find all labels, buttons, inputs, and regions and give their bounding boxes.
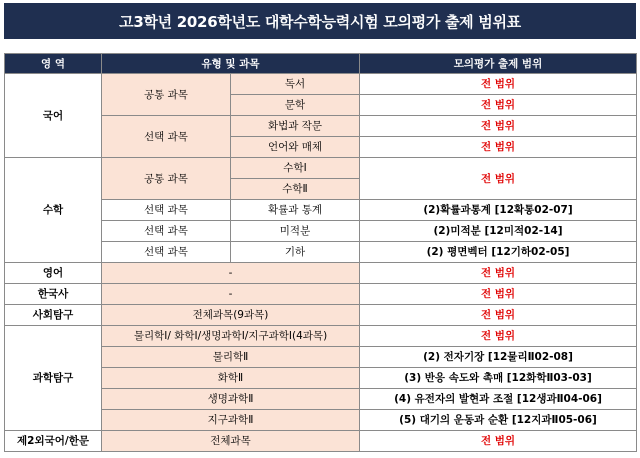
math-subject: 수학Ⅱ bbox=[231, 179, 360, 200]
table-row bbox=[5, 74, 637, 95]
area-second-language: 제2외국어/한문 bbox=[5, 431, 102, 452]
area-math: 수학 bbox=[5, 158, 102, 263]
range-cell: (2) 전자기장 [12물리Ⅱ02-08] bbox=[360, 347, 637, 368]
math-subject: 미적분 bbox=[231, 221, 360, 242]
math-common: 공통 과목 bbox=[102, 158, 231, 200]
range-cell: 전 범위 bbox=[360, 116, 637, 137]
area-korean: 국어 bbox=[5, 74, 102, 158]
math-elective-type: 선택 과목 bbox=[102, 200, 231, 221]
range-cell: (2)미적분 [12미적02-14] bbox=[360, 221, 637, 242]
korean-subject: 독서 bbox=[231, 74, 360, 95]
science-subject: 화학Ⅱ bbox=[102, 368, 360, 389]
range-cell: 전 범위 bbox=[360, 158, 637, 200]
second-language-type: 전체과목 bbox=[102, 431, 360, 452]
exam-range-table bbox=[4, 53, 637, 452]
korean-subject: 언어와 매체 bbox=[231, 137, 360, 158]
table-row bbox=[5, 431, 637, 452]
header-type: 유형 및 과목 bbox=[102, 54, 360, 74]
table-header-row bbox=[5, 54, 637, 74]
area-english: 영어 bbox=[5, 263, 102, 284]
korean-subject: 문학 bbox=[231, 95, 360, 116]
science-subject: 생명과학Ⅱ bbox=[102, 389, 360, 410]
math-elective-type: 선택 과목 bbox=[102, 242, 231, 263]
range-cell: 전 범위 bbox=[360, 137, 637, 158]
history-type: - bbox=[102, 284, 360, 305]
range-cell: 전 범위 bbox=[360, 74, 637, 95]
header-range: 모의평가 출제 범위 bbox=[360, 54, 637, 74]
range-cell: 전 범위 bbox=[360, 284, 637, 305]
range-cell: (5) 대기의 운동과 순환 [12지과Ⅱ05-06] bbox=[360, 410, 637, 431]
range-cell: 전 범위 bbox=[360, 305, 637, 326]
table-row bbox=[5, 158, 637, 179]
range-cell: 전 범위 bbox=[360, 263, 637, 284]
math-elective-type: 선택 과목 bbox=[102, 221, 231, 242]
table-row bbox=[5, 263, 637, 284]
page-title: 고3학년 2026학년도 대학수학능력시험 모의평가 출제 범위표 bbox=[4, 3, 636, 39]
science-subject: 물리학Ⅱ bbox=[102, 347, 360, 368]
range-cell: 전 범위 bbox=[360, 431, 637, 452]
english-type: - bbox=[102, 263, 360, 284]
table-row bbox=[5, 284, 637, 305]
social-type: 전체과목(9과목) bbox=[102, 305, 360, 326]
area-science: 과학탐구 bbox=[5, 326, 102, 431]
science-subject: 지구과학Ⅱ bbox=[102, 410, 360, 431]
korean-common: 공통 과목 bbox=[102, 74, 231, 116]
area-social: 사회탐구 bbox=[5, 305, 102, 326]
table-row bbox=[5, 326, 637, 347]
range-cell: 전 범위 bbox=[360, 326, 637, 347]
math-subject: 확률과 통계 bbox=[231, 200, 360, 221]
header-area: 영 역 bbox=[5, 54, 102, 74]
range-cell: 전 범위 bbox=[360, 95, 637, 116]
range-cell: (4) 유전자의 발현과 조절 [12생과Ⅱ04-06] bbox=[360, 389, 637, 410]
korean-elective: 선택 과목 bbox=[102, 116, 231, 158]
science-subject: 물리학Ⅰ/ 화학Ⅰ/생명과학Ⅰ/지구과학Ⅰ(4과목) bbox=[102, 326, 360, 347]
range-cell: (2)확률과통계 [12확통02-07] bbox=[360, 200, 637, 221]
range-cell: (2) 평면벡터 [12기하02-05] bbox=[360, 242, 637, 263]
math-subject: 기하 bbox=[231, 242, 360, 263]
math-subject: 수학Ⅰ bbox=[231, 158, 360, 179]
korean-subject: 화법과 작문 bbox=[231, 116, 360, 137]
table-row bbox=[5, 305, 637, 326]
range-cell: (3) 반응 속도와 촉매 [12화학Ⅱ03-03] bbox=[360, 368, 637, 389]
area-history: 한국사 bbox=[5, 284, 102, 305]
